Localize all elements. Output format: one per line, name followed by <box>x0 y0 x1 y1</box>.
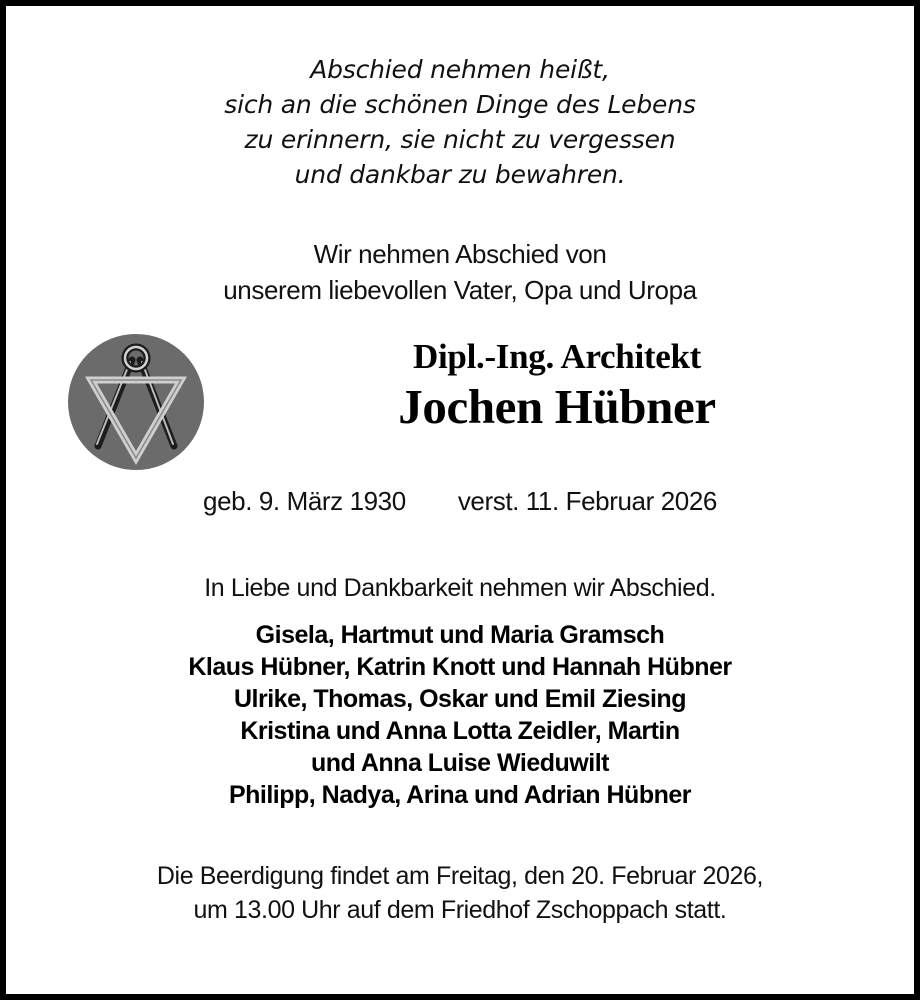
mourners-list <box>188 619 731 811</box>
verse-line-3: zu erinnern, sie nicht zu vergessen <box>244 125 676 154</box>
mourner-line-5: und Anna Luise Wieduwilt <box>311 749 609 777</box>
professional-title: Dipl.-Ing. Architekt <box>413 337 701 376</box>
funeral-line-2: um 13.00 Uhr auf dem Friedhof Zschoppach statt. <box>193 896 727 924</box>
birth-date: geb. 9. März 1930 <box>203 486 406 516</box>
farewell-text: In Liebe und Dankbarkeit nehmen wir Abschied. <box>204 574 716 602</box>
intro-line-2: unserem liebevollen Vater, Opa und Uropa <box>223 275 697 305</box>
mourner-line-1: Gisela, Hartmut und Maria Gramsch <box>255 621 665 649</box>
verse-line-1: Abschied nehmen heißt, <box>310 55 610 84</box>
funeral-details <box>157 859 763 927</box>
mourner-line-3: Ulrike, Thomas, Oskar und Emil Ziesing <box>234 685 686 713</box>
verse-line-4: und dankbar zu bewahren. <box>294 160 626 189</box>
mourner-line-4: Kristina und Anna Lotta Zeidler, Martin <box>240 717 680 745</box>
name-lines <box>214 336 900 436</box>
architect-compass-triangle-emblem <box>68 334 204 470</box>
mourner-line-6: Philipp, Nadya, Arina und Adrian Hübner <box>228 781 691 809</box>
intro-line-1: Wir nehmen Abschied von <box>313 239 607 269</box>
memorial-verse <box>224 52 695 192</box>
deceased-name-block <box>6 330 914 480</box>
life-dates <box>203 484 717 518</box>
verse-line-2: sich an die schönen Dinge des Lebens <box>224 90 696 119</box>
introduction-text <box>223 236 696 308</box>
deceased-name: Jochen Hübner <box>398 379 716 434</box>
death-date: verst. 11. Februar 2026 <box>457 486 717 516</box>
mourner-line-2: Klaus Hübner, Katrin Knott und Hannah Hübner <box>188 653 732 681</box>
funeral-line-1: Die Beerdigung findet am Freitag, den 20. Februar 2026, <box>156 862 764 890</box>
